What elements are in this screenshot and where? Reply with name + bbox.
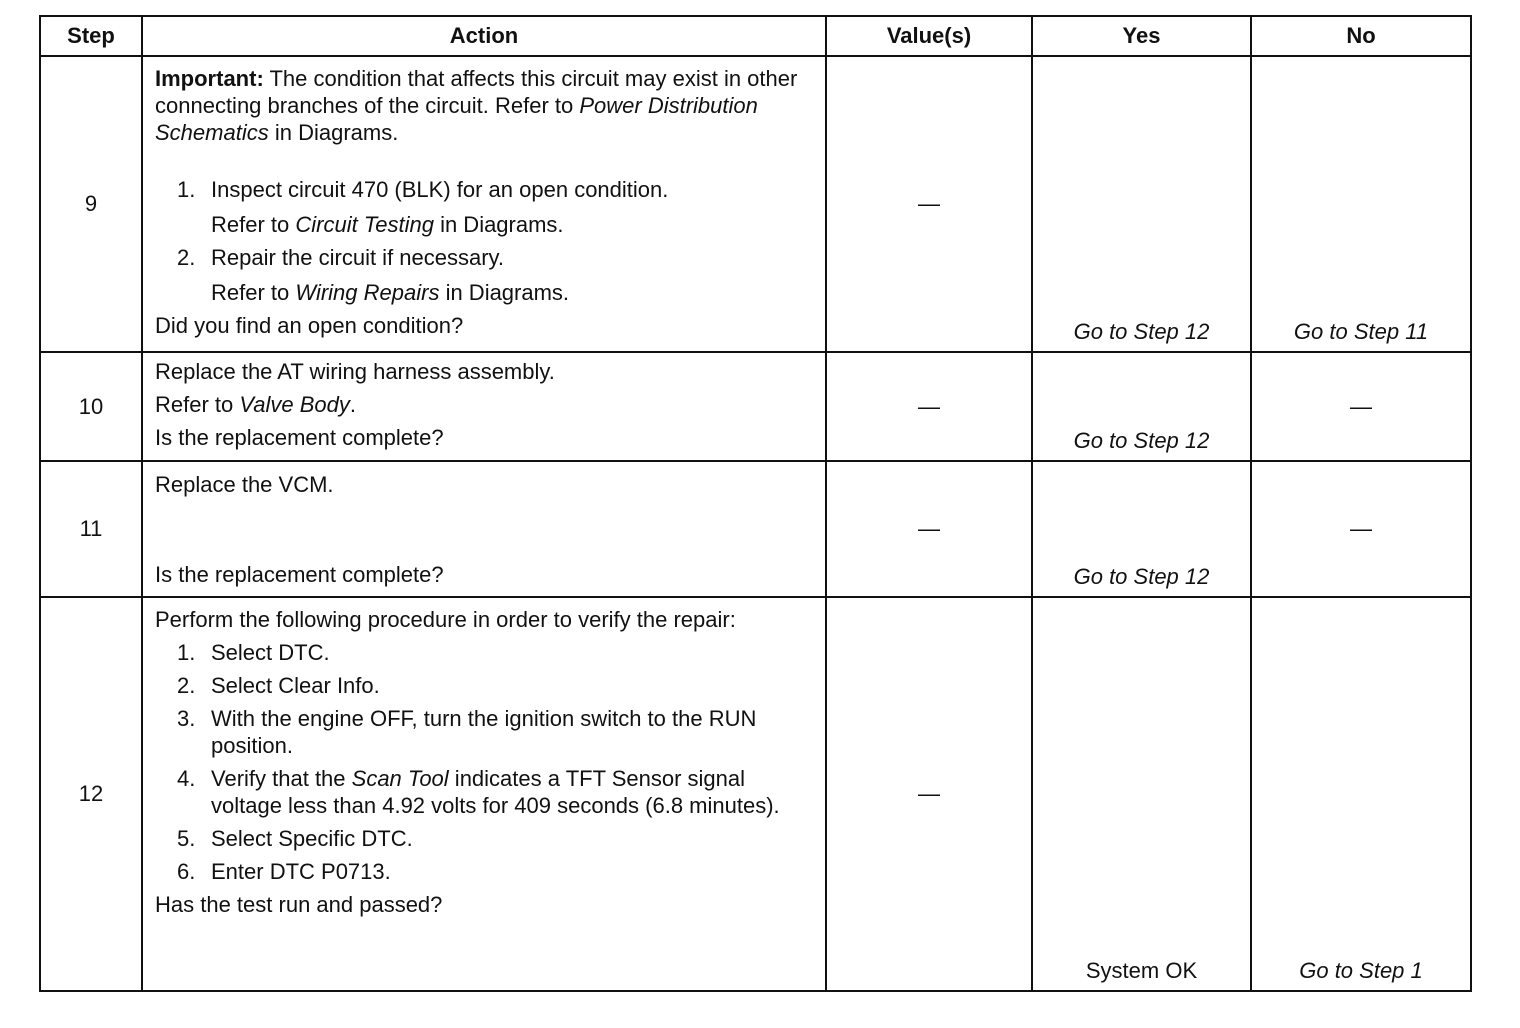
item-text: Select Clear Info.: [211, 673, 380, 698]
item-text: Select Specific DTC.: [211, 826, 413, 851]
important-label: Important:: [155, 66, 264, 91]
value-cell: —: [826, 352, 1032, 461]
procedure-intro: Perform the following procedure in order to verify the repair:: [155, 607, 736, 632]
no-cell: —: [1251, 461, 1471, 597]
item-number: 1.: [177, 640, 196, 665]
item-text: With the engine OFF, turn the ignition switch to the RUN position.: [211, 706, 757, 758]
action-text: Replace the VCM.: [155, 472, 334, 497]
list-item: [155, 176, 815, 238]
list-item: [155, 825, 815, 852]
table-row-step-10: [40, 352, 1471, 461]
action-cell: [142, 56, 826, 352]
step-number: 11: [40, 461, 142, 597]
ref-post: in Diagrams.: [433, 212, 564, 237]
item-number: 6.: [177, 859, 196, 884]
reference-link: Wiring Repairs: [295, 280, 440, 305]
no-cell: [1251, 56, 1471, 352]
item-number: 3.: [177, 706, 196, 731]
header-step: Step: [40, 16, 142, 56]
action-cell: [142, 461, 826, 597]
action-cell: [142, 597, 826, 991]
header-yes: Yes: [1032, 16, 1251, 56]
header-no: No: [1251, 16, 1471, 56]
question: Has the test run and passed?: [155, 892, 443, 917]
no-cell: [1251, 597, 1471, 991]
question: Is the replacement complete?: [155, 425, 444, 450]
ref-pre: Refer to: [211, 212, 296, 237]
procedure-list: [155, 639, 815, 885]
yes-cell: [1032, 56, 1251, 352]
item-text: Inspect circuit 470 (BLK) for an open condition.: [211, 177, 669, 202]
header-row: [40, 16, 1471, 56]
item-number: 2.: [177, 245, 196, 270]
yes-goto: Go to Step 12: [1073, 428, 1210, 453]
important-text: The condition that affects this circuit may exist in other connecting branches of the circuit. Refer to: [155, 66, 798, 118]
item-number: 5.: [177, 826, 196, 851]
reference-link: Circuit Testing: [295, 212, 434, 237]
header-values: Value(s): [826, 16, 1032, 56]
yes-goto: Go to Step 12: [1073, 564, 1210, 589]
action-text: Replace the AT wiring harness assembly.: [155, 359, 555, 384]
no-goto: Go to Step 11: [1293, 319, 1429, 344]
item-text-pre: Verify that the: [211, 766, 352, 791]
diagnostic-table: [39, 15, 1472, 992]
step-number: 10: [40, 352, 142, 461]
step-number: 9: [40, 56, 142, 352]
ref-pre: Refer to: [211, 280, 296, 305]
important-text-end: in Diagrams.: [268, 120, 399, 145]
yes-goto: Go to Step 12: [1073, 319, 1210, 344]
item-text: Select DTC.: [211, 640, 330, 665]
yes-cell: [1032, 352, 1251, 461]
no-goto: Go to Step 1: [1299, 958, 1423, 983]
table-row-step-11: [40, 461, 1471, 597]
question: Did you find an open condition?: [155, 313, 464, 338]
list-item: [155, 765, 815, 819]
item-text: Repair the circuit if necessary.: [211, 245, 505, 270]
reference-link: Scan Tool: [351, 766, 449, 791]
item-text-post: indicates a TFT Sensor signal voltage less than 4.92 volts for 409 seconds (6.8 minutes).: [211, 766, 780, 818]
question: Is the replacement complete?: [155, 562, 444, 587]
important-note: [155, 65, 815, 146]
item-number: 4.: [177, 766, 196, 791]
table-row-step-12: [40, 597, 1471, 991]
value-cell: —: [826, 461, 1032, 597]
no-cell: —: [1251, 352, 1471, 461]
ref-pre: Refer to: [155, 392, 240, 417]
item-reference: [211, 211, 815, 238]
list-item: [155, 858, 815, 885]
yes-cell: [1032, 461, 1251, 597]
step-number: 12: [40, 597, 142, 991]
procedure-list: [155, 176, 815, 306]
table-row-step-9: [40, 56, 1471, 352]
value-cell: —: [826, 597, 1032, 991]
value-cell: —: [826, 56, 1032, 352]
yes-cell: System OK: [1032, 597, 1251, 991]
action-cell: [142, 352, 826, 461]
header-action: Action: [142, 16, 826, 56]
item-reference: [211, 279, 815, 306]
reference-link: Valve Body: [239, 392, 350, 417]
ref-post: in Diagrams.: [439, 280, 570, 305]
action-reference: [155, 388, 815, 421]
item-number: 1.: [177, 177, 196, 202]
item-text: Enter DTC P0713.: [211, 859, 391, 884]
list-item: [155, 244, 815, 306]
reference-link: Power Distribution Schematics: [155, 93, 758, 145]
list-item: [155, 639, 815, 666]
list-item: [155, 672, 815, 699]
ref-post: .: [349, 392, 356, 417]
list-item: [155, 705, 815, 759]
item-number: 2.: [177, 673, 196, 698]
